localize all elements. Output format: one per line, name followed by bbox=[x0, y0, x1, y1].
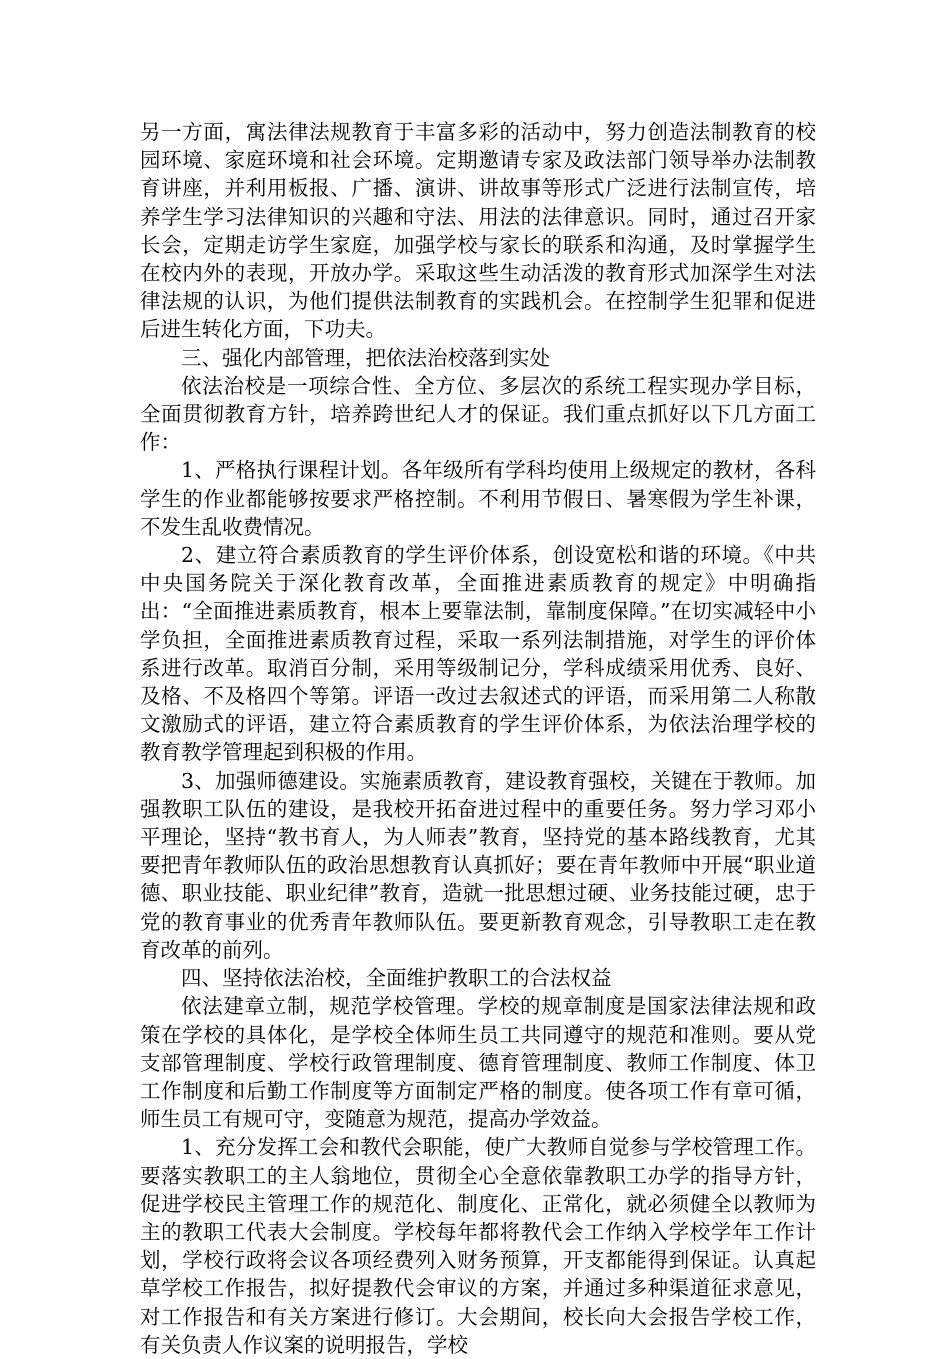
paragraph-section-4-intro: 依法建章立制，规范学校管理。学校的规章制度是国家法律法规和政策在学校的具体化，是学校全体师生员工共同遵守的规范和准则。要从党支部管理制度、学校行政管理制度、德育管理制度、教师工作制度、体卫工作制度和后勤工作制度等方面制定严格的制度。使各项工作有章可循，师生员工有规可守，变随意为规范，提高办学效益。 bbox=[140, 994, 816, 1132]
paragraph-law-education-activities: 另一方面，寓法律法规教育于丰富多彩的活动中，努力创造法制教育的校园环境、家庭环境和社会环境。定期邀请专家及政法部门领导举办法制教育讲座，并利用板报、广播、演讲、讲故事等形式广泛进行法制宣传，培养学生学习法律知识的兴趣和守法、用法的法律意识。同时，通过召开家长会，定期走访学生家庭，加强学校与家长的联系和沟通，及时掌握学生在校内外的表现，开放办学。采取这些生动活泼的教育形式加深学生对法律法规的认识，为他们提供法制教育的实践机会。在控制学生犯罪和促进后进生转化方面，下功夫。 bbox=[140, 120, 816, 342]
paragraph-item-2-evaluation: 2、建立符合素质教育的学生评价体系，创设宽松和谐的环境。《中共中央国务院关于深化教育改革，全面推进素质教育的规定》中明确指出：“全面推进素质教育，根本上要靠法制，靠制度保障。”在切实减轻中小学负担，全面推进素质教育过程，采取一系列法制措施，对学生的评价体系进行改革。取消百分制，采用等级制记分，学科成绩采用优秀、良好、及格、不及格四个等第。评语一改过去叙述式的评语，而采用第二人称散文激励式的评语，建立符合素质教育的学生评价体系，为依法治理学校的教育教学管理起到积极的作用。 bbox=[140, 543, 816, 765]
paragraph-item-3-teacher-ethics: 3、加强师德建设。实施素质教育，建设教育强校，关键在于教师。加强教职工队伍的建设，是我校开拓奋进过程中的重要任务。努力学习邓小平理论，坚持“教书育人，为人师表”教育，坚持党的基本路线教育，尤其要把青年教师队伍的政治思想教育认真抓好；要在青年教师中开展“职业道德、职业技能、职业纪律”教育，造就一批思想过硬、业务技能过硬，忠于党的教育事业的优秀青年教师队伍。要更新教育观念，引导教职工走在教育改革的前列。 bbox=[140, 768, 816, 962]
paragraph-item-1-union: 1、充分发挥工会和教代会职能，使广大教师自觉参与学校管理工作。要落实教职工的主人翁地位，贯彻全心全意依靠教职工办学的指导方针，促进学校民主管理工作的规范化、制度化、正常化，就必须健全以教师为主的教职工代表大会制度。学校每年都将教代会工作纳入学校学年工作计划，学校行政将会议各项经费列入财务预算，开支都能得到保证。认真起草学校工作报告，拟好提教代会审议的方案，并通过多种渠道征求意见，对工作报告和有关方案进行修订。大会期间，校长向大会报告学校工作，有关负责人作议案的说明报告，学校 bbox=[140, 1135, 816, 1357]
heading-section-4: 四、坚持依法治校，全面维护教职工的合法权益 bbox=[181, 966, 612, 991]
paragraph-section-3-intro: 依法治校是一项综合性、全方位、多层次的系统工程实现办学目标，全面贯彻教育方针，培养跨世纪人才的保证。我们重点抓好以下几方面工作： bbox=[140, 373, 816, 455]
heading-section-3: 三、强化内部管理，把依法治校落到实处 bbox=[181, 345, 550, 370]
document-page bbox=[140, 118, 816, 1359]
paragraph-item-1-curriculum: 1、严格执行课程计划。各年级所有学科均使用上级规定的教材，各科学生的作业都能够按要求严格控制。不利用节假日、暑寒假为学生补课，不发生乱收费情况。 bbox=[140, 458, 816, 539]
